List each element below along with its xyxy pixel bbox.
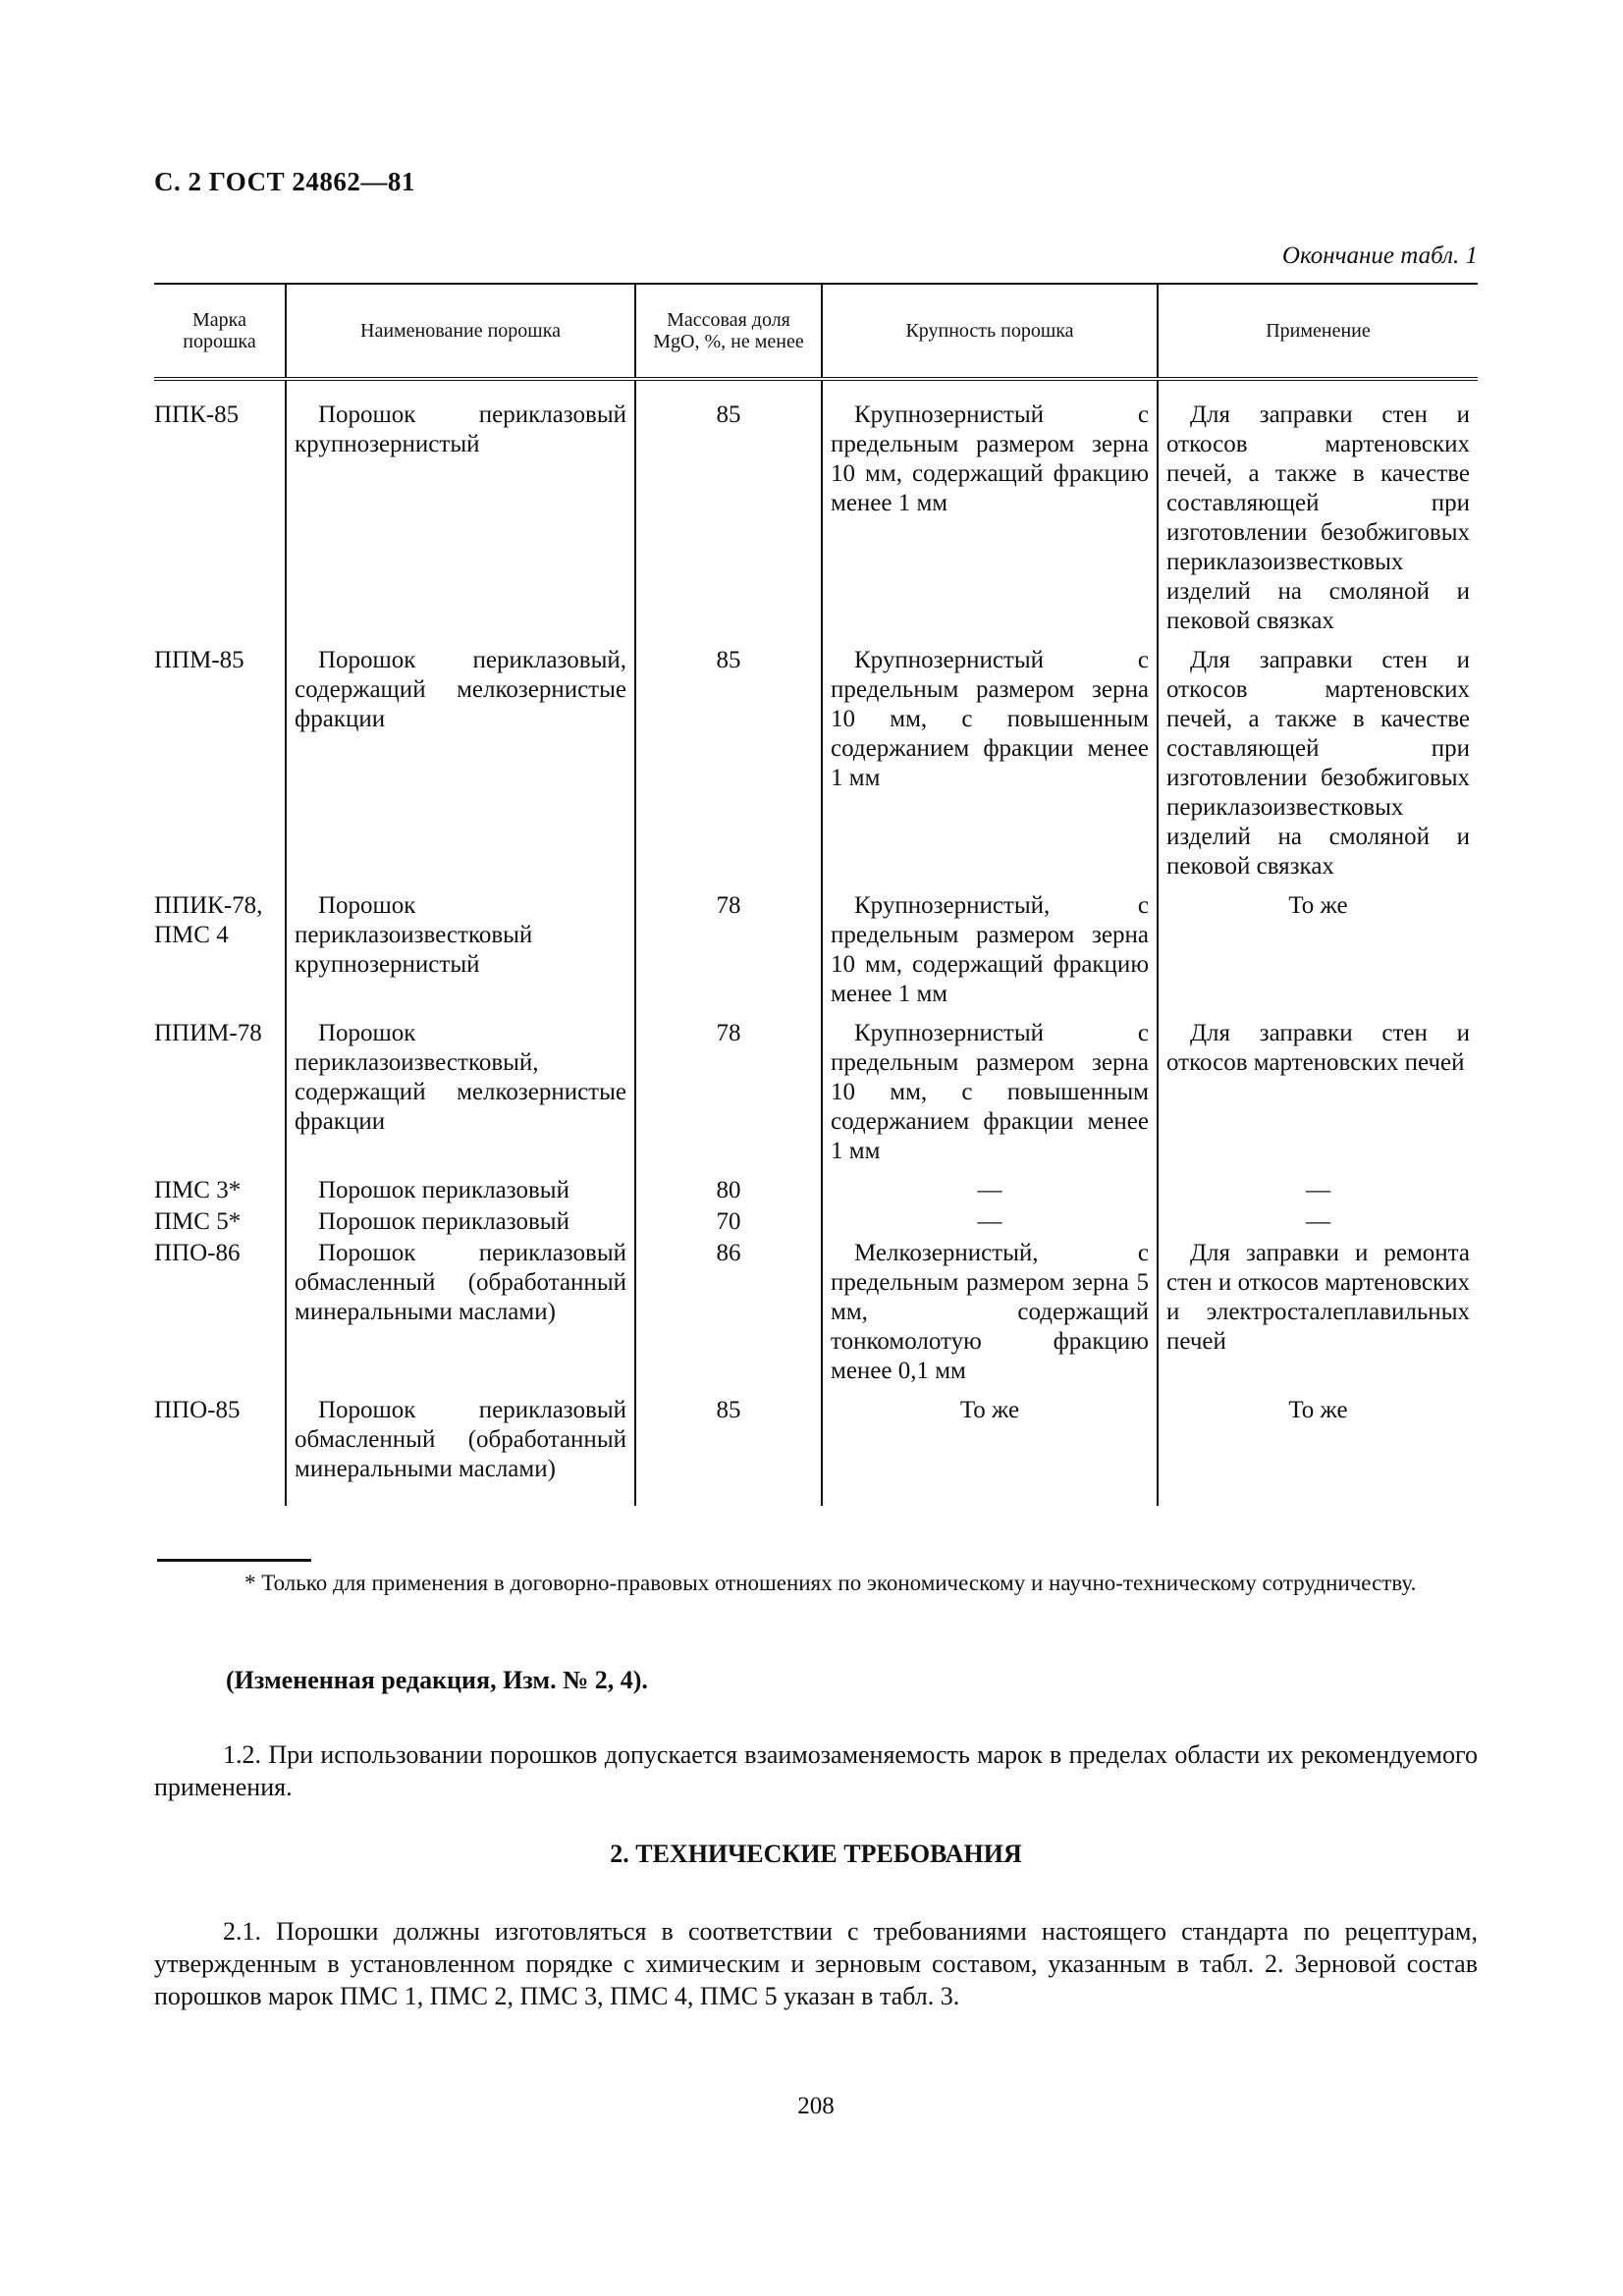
cell-use: Для заправки стен и откосов мартеновских печей, а также в качестве составляющей при изготовлении безобжиговых периклазоизвестковых изделий на смоляной и пековой связках xyxy=(1158,644,1478,889)
cell-mgo: 85 xyxy=(635,379,822,644)
page-number: 208 xyxy=(797,2093,835,2119)
table-row xyxy=(154,889,1478,1017)
cell-mark: ПМС 3* xyxy=(154,1177,242,1203)
cell-size: — xyxy=(822,1205,1158,1237)
page-header: С. 2 ГОСТ 24862—81 xyxy=(154,167,415,196)
table-row xyxy=(154,1205,1478,1237)
cell-size: Крупнозернистый с предельным размером зерна 10 мм, с повышенным содержанием фракции менее 1 мм xyxy=(822,1017,1158,1174)
column-header-mark: Марка порошка xyxy=(154,284,286,379)
cell-size: Крупнозернистый, с предельным размером зерна 10 мм, содержащий фракцию менее 1 мм xyxy=(822,889,1158,1017)
table-row xyxy=(154,1017,1478,1174)
cell-name: Порошок периклазоизвестковый крупнозернистый xyxy=(286,889,635,1017)
paragraph-2-1: 2.1. Порошки должны изготовляться в соответствии с требованиями настоящего стандарта по рецептурам, утвержденным в установленном порядке с химическим и зерновым составом, указанным в табл. 2. Зерновой состав порошков марок ПМС 1, ПМС 2, ПМС 3, ПМС 4, ПМС 5 указан в табл. 3. xyxy=(154,1917,1478,2010)
cell-mark: ППИК-78, ПМС 4 xyxy=(154,892,263,948)
footnote-divider xyxy=(157,1559,311,1562)
paragraph-1-2: 1.2. При использовании порошков допускается взаимозаменяемость марок в пределах области их рекомендуемого применения. xyxy=(154,1740,1478,1801)
cell-name: Порошок периклазовый крупнозернистый xyxy=(286,379,635,644)
cell-use: Для заправки стен и откосов мартеновских печей, а также в качестве составляющей при изготовлении безобжиговых периклазоизвестковых изделий на смоляной и пековой связках xyxy=(1158,379,1478,644)
cell-mgo: 85 xyxy=(635,1394,822,1506)
cell-use: — xyxy=(1158,1205,1478,1237)
cell-use: — xyxy=(1158,1174,1478,1205)
column-header-name: Наименование порошка xyxy=(286,284,635,379)
cell-name: Порошок периклазовый, содержащий мелкозернистые фракции xyxy=(286,644,635,889)
cell-size: То же xyxy=(822,1394,1158,1506)
cell-mark: ППО-85 xyxy=(154,1397,241,1423)
cell-size: Крупнозернистый с предельным размером зерна 10 мм, с повышенным содержанием фракции менее 1 мм xyxy=(822,644,1158,889)
cell-use: То же xyxy=(1158,889,1478,1017)
cell-use: Для заправки стен и откосов мартеновских печей xyxy=(1158,1017,1478,1174)
cell-name: Порошок периклазоизвестковый, содержащий мелкозернистые фракции xyxy=(286,1017,635,1174)
cell-size: — xyxy=(822,1174,1158,1205)
table-row xyxy=(154,379,1478,644)
table-row xyxy=(154,644,1478,889)
section-title: 2. ТЕХНИЧЕСКИЕ ТРЕБОВАНИЯ xyxy=(610,1840,1022,1868)
cell-use: То же xyxy=(1158,1394,1478,1506)
cell-use: Для заправки и ремонта стен и откосов мартеновских и электросталеплавильных печей xyxy=(1158,1237,1478,1394)
cell-mark: ППИМ-78 xyxy=(154,1020,262,1046)
cell-mgo: 78 xyxy=(635,1017,822,1174)
cell-size: Крупнозернистый с предельным размером зерна 10 мм, содержащий фракцию менее 1 мм xyxy=(822,379,1158,644)
column-header-size: Крупность порошка xyxy=(822,284,1158,379)
table-row xyxy=(154,1394,1478,1506)
cell-mark: ПМС 5* xyxy=(154,1208,242,1235)
cell-mgo: 70 xyxy=(635,1205,822,1237)
cell-mgo: 80 xyxy=(635,1174,822,1205)
cell-name: Порошок периклазовый обмасленный (обработанный минеральными маслами) xyxy=(286,1237,635,1394)
column-header-mgo: Массовая доля MgO, %, не менее xyxy=(635,284,822,379)
table-row xyxy=(154,1237,1478,1394)
table-header-row xyxy=(154,284,1478,379)
cell-mark: ППО-86 xyxy=(154,1240,241,1266)
cell-mgo: 86 xyxy=(635,1237,822,1394)
cell-name: Порошок периклазовый обмасленный (обработанный минеральными маслами) xyxy=(286,1394,635,1506)
cell-mark: ППМ-85 xyxy=(154,647,244,673)
footnote: * Только для применения в договорно-правовых отношениях по экономическому и научно-техническому сотрудничеству. xyxy=(244,1571,1417,1595)
cell-name: Порошок периклазовый xyxy=(286,1205,635,1237)
cell-mgo: 85 xyxy=(635,644,822,889)
cell-name: Порошок периклазовый xyxy=(286,1174,635,1205)
cell-mark: ППК-85 xyxy=(154,401,240,428)
powder-table xyxy=(154,283,1478,1506)
cell-mgo: 78 xyxy=(635,889,822,1017)
table-caption: Окончание табл. 1 xyxy=(1281,242,1478,269)
amendment-note: (Измененная редакция, Изм. № 2, 4). xyxy=(226,1666,648,1694)
column-header-use: Применение xyxy=(1158,284,1478,379)
cell-size: Мелкозернистый, с предельным размером зерна 5 мм, содержащий тонкомолотую фракцию менее 0,1 мм xyxy=(822,1237,1158,1394)
table-row xyxy=(154,1174,1478,1205)
